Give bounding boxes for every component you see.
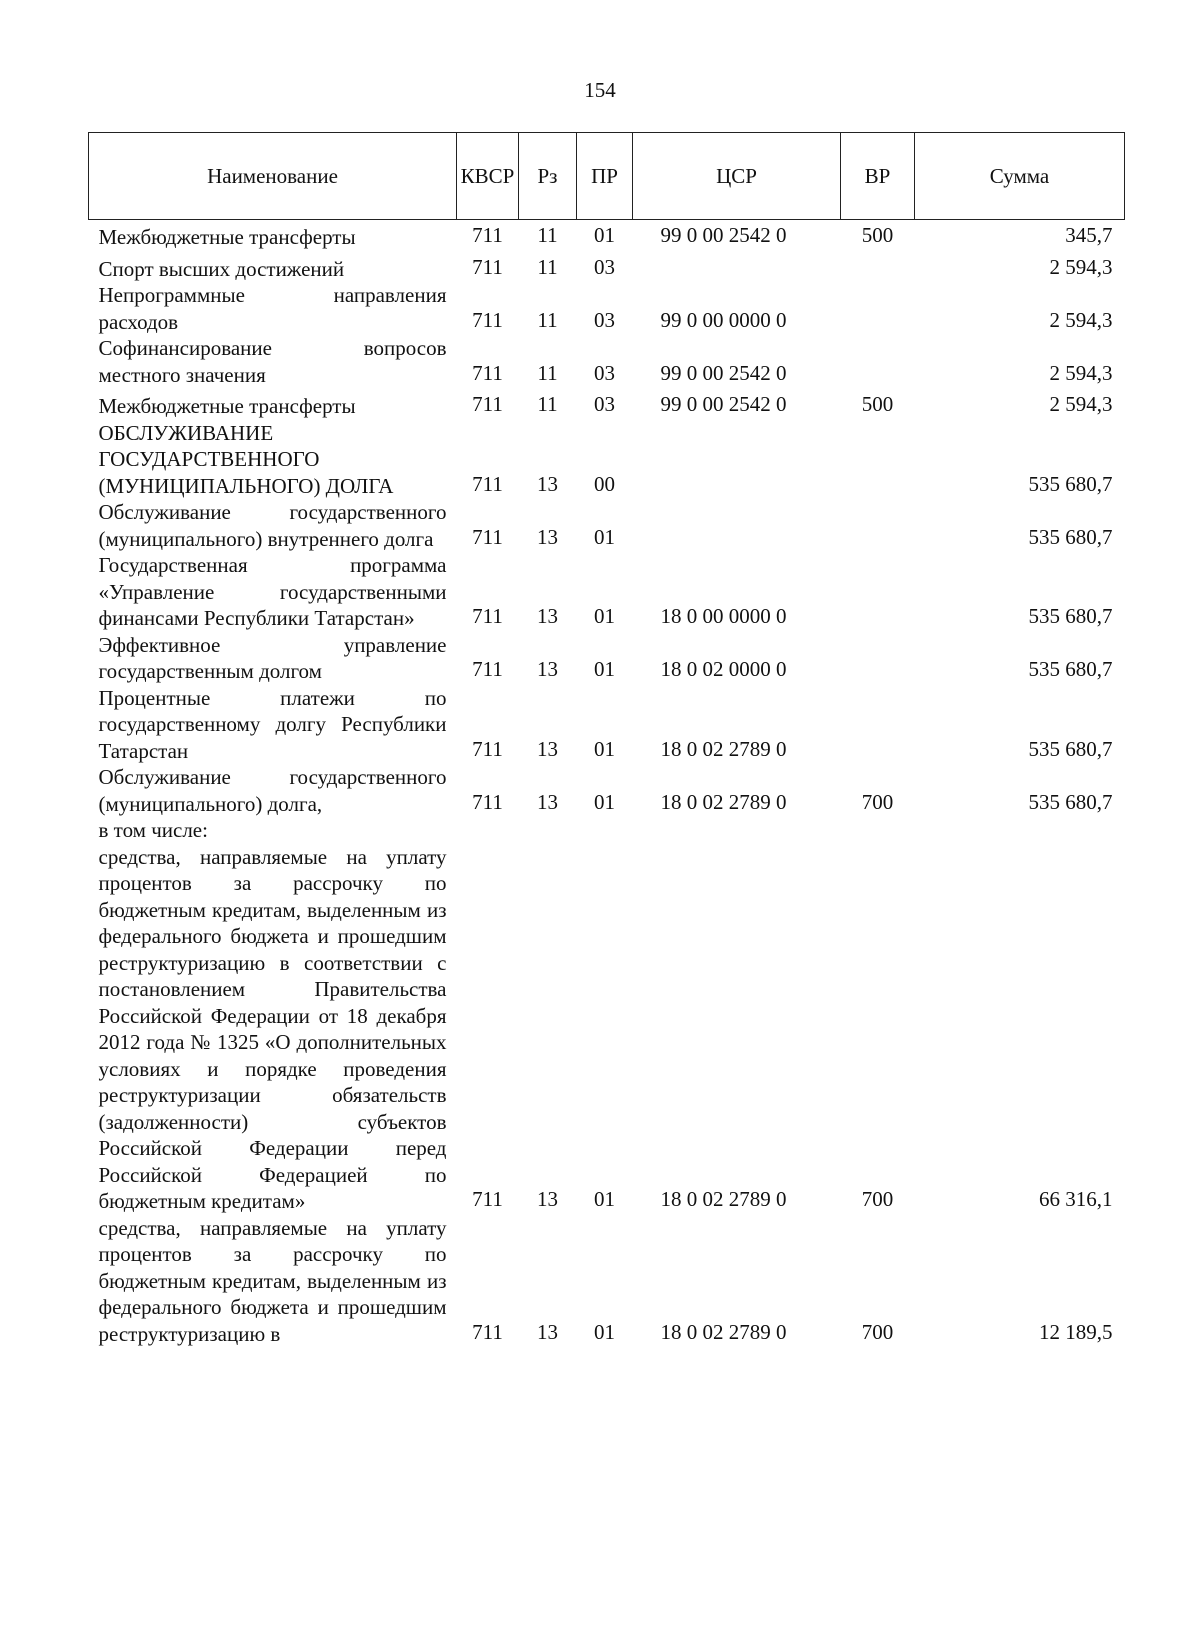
header-csr: ЦСР bbox=[633, 133, 841, 220]
cell-name: ОБСЛУЖИВАНИЕ ГОСУДАРСТВЕННОГО (МУНИЦИПАЛЬНОГО) ДОЛГА bbox=[98, 420, 394, 498]
cell-sum: 535 680,7 bbox=[1028, 471, 1113, 496]
cell-vr bbox=[841, 685, 915, 765]
cell-name: Эффективное управление государственным долгом bbox=[98, 632, 447, 683]
cell-csr bbox=[633, 251, 841, 283]
cell-rz: 11 bbox=[537, 223, 558, 247]
cell-rz bbox=[519, 817, 577, 844]
table-row bbox=[89, 420, 1125, 500]
table-row bbox=[89, 764, 1125, 817]
cell-rz: 13 bbox=[537, 471, 558, 496]
table-row bbox=[89, 251, 1125, 283]
cell-pr: 01 bbox=[594, 223, 615, 247]
table-row bbox=[89, 220, 1125, 251]
cell-vr: 500 bbox=[861, 392, 894, 416]
cell-kvsr: 711 bbox=[472, 789, 503, 814]
table-row bbox=[89, 388, 1125, 420]
cell-pr: 01 bbox=[594, 604, 615, 628]
cell-name: Обслуживание государственного (муниципального) внутреннего долга bbox=[98, 500, 447, 551]
cell-rz: 11 bbox=[537, 254, 558, 279]
cell-vr: 700 bbox=[861, 789, 894, 814]
cell-rz: 13 bbox=[537, 1319, 558, 1344]
cell-csr: 18 0 02 0000 0 bbox=[660, 657, 787, 681]
cell-sum: 2 594,3 bbox=[1049, 360, 1113, 385]
cell-name: Обслуживание государственного (муниципального) долга, bbox=[98, 765, 447, 816]
cell-sum: 345,7 bbox=[1065, 223, 1113, 247]
cell-kvsr: 711 bbox=[472, 223, 503, 247]
cell-kvsr: 711 bbox=[472, 657, 503, 681]
budget-table bbox=[88, 132, 1125, 1347]
table-row bbox=[89, 632, 1125, 685]
cell-name: Спорт высших достижений bbox=[98, 256, 345, 281]
budget-table-container bbox=[88, 132, 1124, 1347]
cell-vr bbox=[841, 632, 915, 685]
cell-name: Межбюджетные трансферты bbox=[98, 225, 356, 249]
cell-pr: 03 bbox=[594, 360, 615, 385]
cell-pr: 01 bbox=[594, 1319, 615, 1344]
cell-rz: 11 bbox=[537, 392, 558, 416]
cell-sum: 535 680,7 bbox=[1028, 789, 1113, 814]
cell-kvsr: 711 bbox=[472, 471, 503, 496]
cell-kvsr: 711 bbox=[472, 1319, 503, 1344]
header-row bbox=[89, 133, 1125, 220]
cell-sum: 2 594,3 bbox=[1049, 307, 1113, 332]
header-pr: ПР bbox=[577, 133, 633, 220]
table-row bbox=[89, 685, 1125, 765]
table-header bbox=[89, 133, 1125, 220]
cell-vr: 700 bbox=[861, 1319, 894, 1344]
cell-csr: 18 0 00 0000 0 bbox=[660, 604, 787, 628]
cell-rz: 11 bbox=[537, 360, 558, 385]
cell-name: Процентные платежи по государственному долгу Республики Татарстан bbox=[98, 685, 447, 763]
cell-kvsr bbox=[457, 817, 519, 844]
cell-pr: 03 bbox=[594, 307, 615, 332]
cell-rz: 13 bbox=[537, 736, 558, 761]
header-name: Наименование bbox=[89, 133, 457, 220]
cell-name: Государственная программа «Управление государственными финансами Республики Татарстан» bbox=[98, 553, 447, 630]
cell-sum: 2 594,3 bbox=[1049, 392, 1113, 416]
cell-rz: 13 bbox=[537, 657, 558, 681]
cell-rz: 13 bbox=[537, 1187, 558, 1211]
cell-vr bbox=[841, 420, 915, 500]
cell-kvsr: 711 bbox=[472, 736, 503, 761]
cell-pr: 01 bbox=[594, 657, 615, 681]
cell-sum: 66 316,1 bbox=[1039, 1187, 1113, 1211]
cell-pr bbox=[577, 817, 633, 844]
cell-vr: 700 bbox=[861, 1187, 894, 1211]
cell-kvsr: 711 bbox=[472, 360, 503, 385]
cell-rz: 13 bbox=[537, 789, 558, 814]
header-vr: ВР bbox=[841, 133, 915, 220]
cell-vr bbox=[841, 817, 915, 844]
cell-rz: 11 bbox=[537, 307, 558, 332]
cell-sum: 535 680,7 bbox=[1028, 604, 1113, 628]
cell-sum: 535 680,7 bbox=[1028, 524, 1113, 549]
cell-csr: 18 0 02 2789 0 bbox=[660, 1187, 787, 1211]
cell-vr bbox=[841, 335, 915, 388]
table-row bbox=[89, 335, 1125, 388]
cell-csr: 18 0 02 2789 0 bbox=[660, 789, 787, 814]
cell-kvsr: 711 bbox=[472, 307, 503, 332]
cell-pr: 01 bbox=[594, 1187, 615, 1211]
cell-csr: 18 0 02 2789 0 bbox=[660, 1319, 787, 1344]
cell-kvsr: 711 bbox=[472, 254, 503, 279]
cell-name: средства, направляемые на уплату процентов за рассрочку по бюджетным кредитам, выделенным из федерального бюджета и прошедшим реструктуризацию в соответствии с постановлением Правительства Российской Федерации от 18 декабря 2012 года № 1325 «О дополнительных условиях и порядке проведения реструктуризации обязательств (задолженности) субъектов Российской Федерации перед Российской Федерацией по бюджетным кредитам» bbox=[98, 844, 447, 1213]
cell-pr: 03 bbox=[594, 254, 615, 279]
cell-pr: 01 bbox=[594, 789, 615, 814]
table-row bbox=[89, 1215, 1125, 1348]
cell-csr bbox=[633, 499, 841, 552]
cell-rz: 13 bbox=[537, 524, 558, 549]
cell-name: Межбюджетные трансферты bbox=[98, 394, 356, 418]
cell-pr: 01 bbox=[594, 736, 615, 761]
cell-kvsr: 711 bbox=[472, 604, 503, 628]
table-row bbox=[89, 844, 1125, 1215]
cell-csr: 99 0 00 2542 0 bbox=[660, 223, 787, 247]
table-body bbox=[89, 220, 1125, 1348]
cell-csr bbox=[633, 817, 841, 844]
cell-name: средства, направляемые на уплату процентов за рассрочку по бюджетным кредитам, выделенным из федерального бюджета и прошедшим реструктуризацию в bbox=[98, 1215, 447, 1346]
cell-pr: 01 bbox=[594, 524, 615, 549]
cell-name: в том числе: bbox=[98, 818, 208, 842]
cell-rz: 13 bbox=[537, 604, 558, 628]
header-kvsr: КВСР bbox=[457, 133, 519, 220]
cell-vr bbox=[841, 552, 915, 632]
cell-sum bbox=[915, 817, 1125, 844]
header-rz: Рз bbox=[519, 133, 577, 220]
header-sum: Сумма bbox=[915, 133, 1125, 220]
table-row bbox=[89, 499, 1125, 552]
cell-vr bbox=[841, 251, 915, 283]
page-number: 154 bbox=[584, 78, 616, 102]
cell-csr: 99 0 00 2542 0 bbox=[660, 360, 787, 385]
table-row bbox=[89, 817, 1125, 844]
cell-vr: 500 bbox=[861, 223, 894, 247]
cell-csr: 99 0 00 0000 0 bbox=[660, 307, 787, 332]
cell-pr: 03 bbox=[594, 392, 615, 416]
cell-kvsr: 711 bbox=[472, 524, 503, 549]
table-row bbox=[89, 552, 1125, 632]
cell-sum: 535 680,7 bbox=[1028, 657, 1113, 681]
cell-csr bbox=[633, 420, 841, 500]
cell-csr: 99 0 00 2542 0 bbox=[660, 392, 787, 416]
cell-sum: 535 680,7 bbox=[1028, 736, 1113, 761]
cell-pr: 00 bbox=[594, 471, 615, 496]
cell-kvsr: 711 bbox=[472, 392, 503, 416]
cell-kvsr: 711 bbox=[472, 1187, 503, 1211]
table-row bbox=[89, 282, 1125, 335]
cell-vr bbox=[841, 282, 915, 335]
cell-vr bbox=[841, 499, 915, 552]
cell-csr: 18 0 02 2789 0 bbox=[660, 736, 787, 761]
cell-name: Непрограммные направления расходов bbox=[98, 283, 447, 334]
cell-sum: 12 189,5 bbox=[1039, 1319, 1113, 1344]
cell-sum: 2 594,3 bbox=[1049, 254, 1113, 279]
cell-name: Софинансирование вопросов местного значения bbox=[98, 336, 447, 387]
